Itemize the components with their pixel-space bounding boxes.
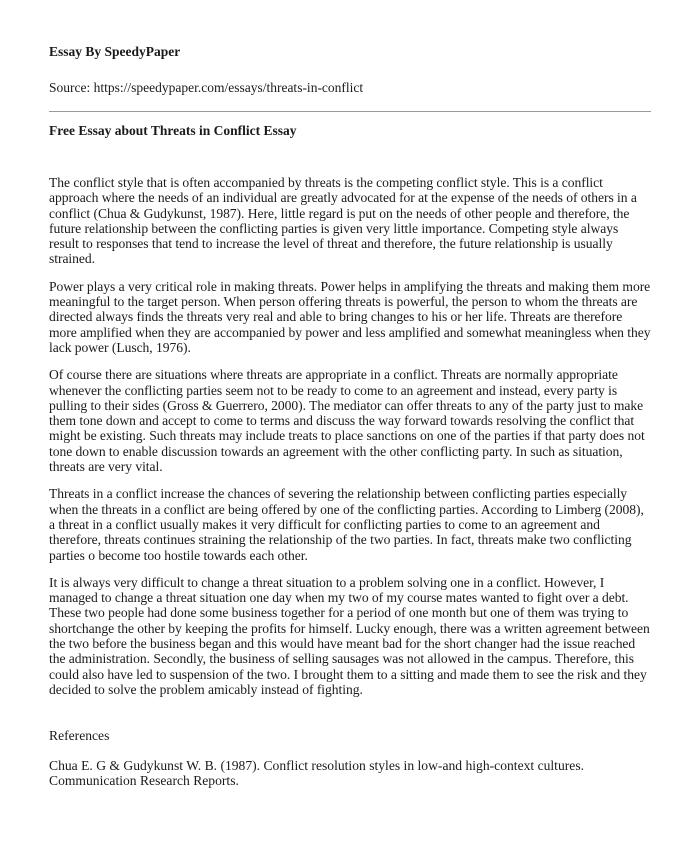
paragraph: Threats in a conflict increase the chances of severing the relationship between conflicting parties especially when the threats in a conflict are being offered by one of the conflicting parties. According to Limberg (2008), a threat in a conflict usually makes it very difficult for conflicting parties to come to an agreement and therefore, threats continues straining the relationship of the two parties. In fact, threats make two conflicting parties o become too hostile towards each other. <box>49 486 644 563</box>
divider <box>49 111 651 112</box>
paragraph: The conflict style that is often accompanied by threats is the competing conflict style. This is a conflict approach where the needs of an individual are greatly advocated for at the expense of the needs of others in a conflict (Chua & Gudykunst, 1987). Here, little regard is put on the needs of other people and therefore, the future relationship between the conflicting parties is given very little importance. Competing style always result to responses that tend to increase the level of threat and therefore, the future relationship is usually strained. <box>49 175 637 267</box>
brand-title: Essay By SpeedyPaper <box>49 44 181 59</box>
paragraph: Power plays a very critical role in making threats. Power helps in amplifying the threats and making them more meaningful to the target person. When person offering threats is powerful, the person to whom the threats are directed always finds the threats very real and able to bring changes to his or her life. Threats are therefore more amplified when they are accompanied by power and less amplified and somewhat meaningless when they lack power (Lusch, 1976). <box>49 278 651 355</box>
essay-body <box>49 175 651 697</box>
source-line: Source: https://speedypaper.com/essays/threats-in-conflict <box>49 80 364 95</box>
references-heading: References <box>49 728 110 744</box>
paragraph: It is always very difficult to change a threat situation to a problem solving one in a conflict. However, I managed to change a threat situation one day when my two of my course mates wanted to fight over a debt. These two people had done some business together for a period of one month but one of them was trying to shortchange the other by keeping the profits for himself. Lucky enough, there was a written agreement between the two before the business began and this would have meant bad for the short changer had the issue reached the administration. Secondly, the business of selling sausages was not allowed in the campus. Therefore, this could also have led to suspension of the two. I brought them to a sitting and made them to see the risk and they decided to solve the problem amicably instead of fighting. <box>49 574 650 697</box>
paragraph: Of course there are situations where threats are appropriate in a conflict. Threats are normally appropriate whenever the conflicting parties seem not to be ready to come to an agreement and instead, every party is pulling to their sides (Gross & Guerrero, 2000). The mediator can offer threats to any of the party just to make them tone down and accept to come to terms and discuss the way forward towards resolving the conflict that might be existing. Such threats may include treats to place sanctions on one of the parties if that party does not tone down to enable discussion towards an agreement with the other conflicting party. In such as situation, threats are very vital. <box>49 367 645 475</box>
essay-title: Free Essay about Threats in Conflict Essay <box>49 123 297 138</box>
reference-item: Chua E. G & Gudykunst W. B. (1987). Conflict resolution styles in low-and high-context cultures. Communication Research Reports. <box>49 757 585 788</box>
